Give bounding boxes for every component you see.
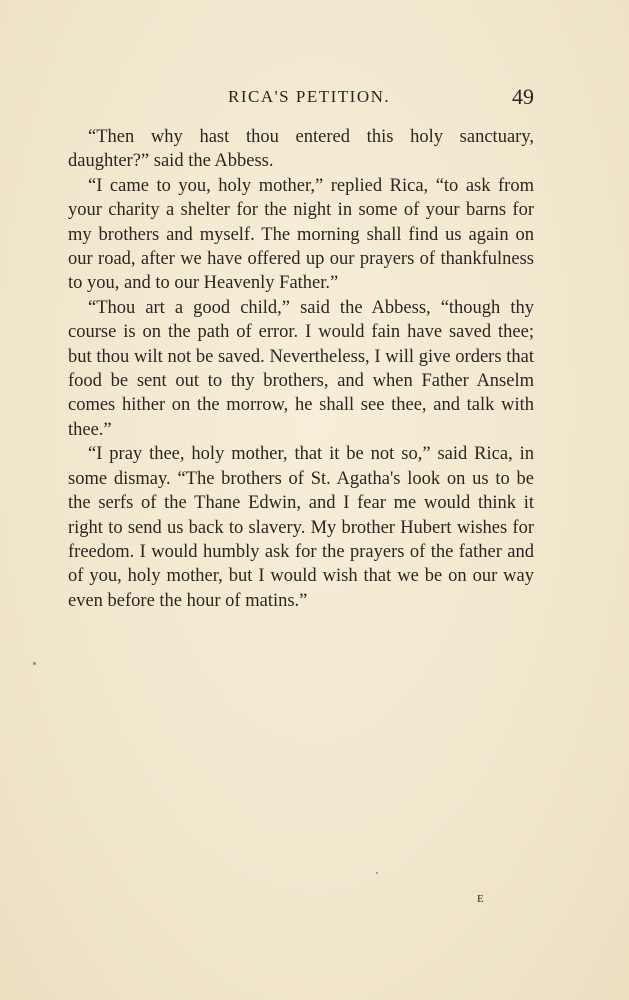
body-text xyxy=(68,125,534,613)
paragraph: “I came to you, holy mother,” replied Rica, “to ask from your charity a shelter for the night in some of your barns for my brothers and myself. The morning shall find us again on our road, after we have offered up our prayers of thankfulness to you, and to our Heavenly Father.” xyxy=(68,175,534,294)
signature-mark: E xyxy=(477,893,485,905)
paragraph: “Thou art a good child,” said the Abbess, “though thy course is on the path of error. I would fain have saved thee; but thou wilt not be saved. Nevertheless, I will give orders that food be sent out to thy brothers, and when Father Anselm comes hither on the morrow, he shall see thee, and talk with thee.” xyxy=(68,297,534,440)
page-header xyxy=(68,84,534,112)
paper-speck xyxy=(33,662,36,665)
paper-speck xyxy=(376,872,378,874)
running-title: RICA'S PETITION. xyxy=(228,87,391,106)
paragraph: “Then why hast thou entered this holy sanctuary, daughter?” said the Abbess. xyxy=(68,127,534,172)
paragraph: “I pray thee, holy mother, that it be not so,” said Rica, in some dismay. “The brothers of St. Agatha's look on us to be the serfs of the Thane Edwin, and I fear me would think it right to send us back to slavery. My brother Hubert wishes for freedom. I would humbly ask for the prayers of the father and of you, holy mother, but I would wish that we be on our way even before the hour of matins.” xyxy=(68,444,534,611)
page-number: 49 xyxy=(512,84,534,109)
